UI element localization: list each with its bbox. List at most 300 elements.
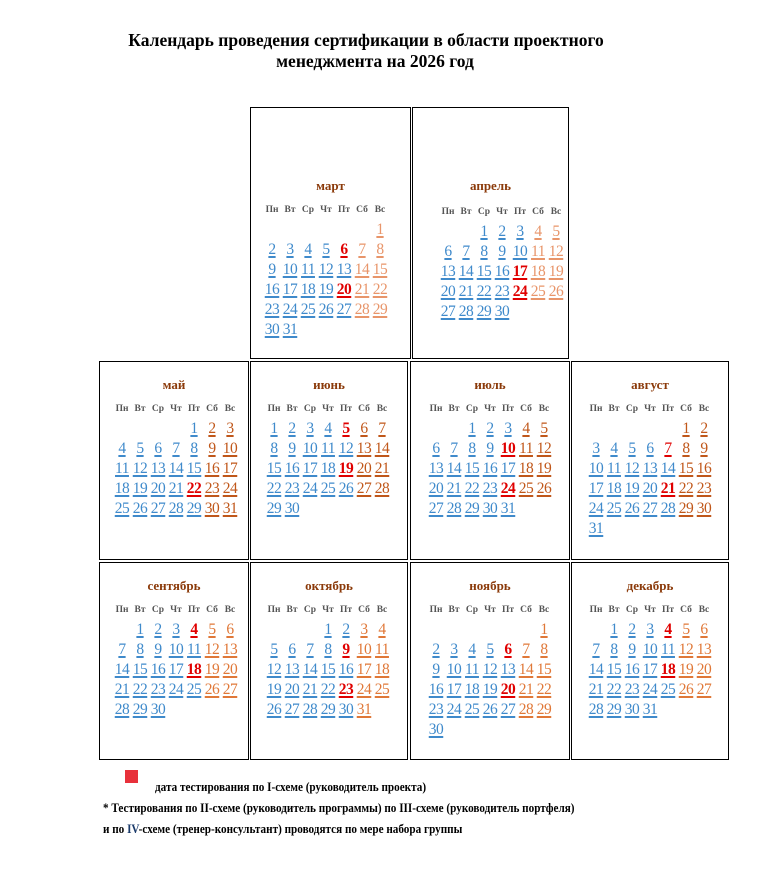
test-date-link[interactable]: 18 (186, 661, 202, 678)
day-link[interactable]: 1 (270, 420, 278, 437)
day-link[interactable]: 15 (320, 661, 336, 678)
day-link[interactable]: 11 (301, 261, 315, 278)
day-link[interactable]: 22 (266, 480, 282, 497)
day-link[interactable]: 14 (168, 460, 184, 477)
day-link[interactable]: 18 (518, 460, 534, 477)
day-link[interactable]: 5 (322, 241, 330, 258)
day-link[interactable]: 26 (266, 701, 282, 718)
day-link[interactable]: 20 (356, 460, 372, 477)
day-link[interactable]: 6 (432, 440, 440, 457)
day-link[interactable]: 28 (518, 701, 534, 718)
day-link[interactable]: 28 (588, 701, 604, 718)
day-link[interactable]: 10 (282, 261, 298, 278)
day-link[interactable]: 21 (354, 281, 370, 298)
day-link[interactable]: 30 (338, 701, 354, 718)
day-link[interactable]: 8 (540, 641, 548, 658)
test-date-link[interactable]: 19 (338, 460, 354, 477)
day-link[interactable]: 23 (494, 283, 510, 300)
day-link[interactable]: 30 (624, 701, 640, 718)
day-link[interactable]: 29 (606, 701, 622, 718)
day-link[interactable]: 6 (226, 621, 234, 638)
day-link[interactable]: 24 (642, 681, 658, 698)
day-link[interactable]: 29 (320, 701, 336, 718)
day-link[interactable]: 11 (321, 440, 335, 457)
day-link[interactable]: 23 (428, 701, 444, 718)
day-link[interactable]: 10 (356, 641, 372, 658)
day-link[interactable]: 25 (518, 480, 534, 497)
day-link[interactable]: 27 (356, 480, 372, 497)
day-link[interactable]: 31 (222, 500, 238, 517)
day-link[interactable]: 26 (536, 480, 552, 497)
day-link[interactable]: 1 (136, 621, 144, 638)
day-link[interactable]: 25 (660, 681, 676, 698)
day-link[interactable]: 25 (114, 500, 130, 517)
day-link[interactable]: 20 (150, 480, 166, 497)
day-link[interactable]: 31 (642, 701, 658, 718)
day-link[interactable]: 19 (318, 281, 334, 298)
day-link[interactable]: 13 (356, 440, 372, 457)
day-link[interactable]: 28 (446, 500, 462, 517)
day-link[interactable]: 13 (222, 641, 238, 658)
day-link[interactable]: 13 (500, 661, 516, 678)
day-link[interactable]: 29 (464, 500, 480, 517)
day-link[interactable]: 2 (498, 223, 506, 240)
day-link[interactable]: 27 (642, 500, 658, 517)
day-link[interactable]: 13 (284, 661, 300, 678)
day-link[interactable]: 12 (204, 641, 220, 658)
day-link[interactable]: 1 (324, 621, 332, 638)
day-link[interactable]: 23 (284, 480, 300, 497)
day-link[interactable]: 26 (548, 283, 564, 300)
day-link[interactable]: 2 (268, 241, 276, 258)
test-date-link[interactable]: 9 (342, 641, 350, 658)
day-link[interactable]: 23 (264, 301, 280, 318)
day-link[interactable]: 12 (318, 261, 334, 278)
day-link[interactable]: 3 (646, 621, 654, 638)
day-link[interactable]: 22 (536, 681, 552, 698)
test-date-link[interactable]: 5 (342, 420, 350, 437)
test-date-link[interactable]: 7 (664, 440, 672, 457)
day-link[interactable]: 5 (552, 223, 560, 240)
day-link[interactable]: 4 (324, 420, 332, 437)
day-link[interactable]: 14 (114, 661, 130, 678)
day-link[interactable]: 7 (522, 641, 530, 658)
day-link[interactable]: 3 (450, 641, 458, 658)
day-link[interactable]: 7 (592, 641, 600, 658)
day-link[interactable]: 27 (150, 500, 166, 517)
day-link[interactable]: 14 (458, 263, 474, 280)
day-link[interactable]: 16 (150, 661, 166, 678)
day-link[interactable]: 6 (700, 621, 708, 638)
day-link[interactable]: 11 (375, 641, 389, 658)
day-link[interactable]: 28 (354, 301, 370, 318)
day-link[interactable]: 1 (468, 420, 476, 437)
day-link[interactable]: 3 (226, 420, 234, 437)
test-date-link[interactable]: 6 (504, 641, 512, 658)
day-link[interactable]: 26 (338, 480, 354, 497)
day-link[interactable]: 28 (458, 303, 474, 320)
day-link[interactable]: 1 (682, 420, 690, 437)
day-link[interactable]: 20 (440, 283, 456, 300)
test-date-link[interactable]: 20 (500, 681, 516, 698)
day-link[interactable]: 12 (132, 460, 148, 477)
day-link[interactable]: 5 (540, 420, 548, 437)
day-link[interactable]: 16 (428, 681, 444, 698)
day-link[interactable]: 18 (320, 460, 336, 477)
day-link[interactable]: 29 (372, 301, 388, 318)
day-link[interactable]: 30 (696, 500, 712, 517)
day-link[interactable]: 15 (266, 460, 282, 477)
day-link[interactable]: 25 (186, 681, 202, 698)
day-link[interactable]: 23 (696, 480, 712, 497)
day-link[interactable]: 28 (302, 701, 318, 718)
test-date-link[interactable]: 21 (660, 480, 676, 497)
day-link[interactable]: 11 (607, 460, 621, 477)
day-link[interactable]: 22 (320, 681, 336, 698)
day-link[interactable]: 15 (678, 460, 694, 477)
day-link[interactable]: 9 (432, 661, 440, 678)
day-link[interactable]: 19 (624, 480, 640, 497)
test-date-link[interactable]: 4 (190, 621, 198, 638)
day-link[interactable]: 27 (284, 701, 300, 718)
day-link[interactable]: 18 (114, 480, 130, 497)
day-link[interactable]: 3 (172, 621, 180, 638)
day-link[interactable]: 24 (282, 301, 298, 318)
day-link[interactable]: 20 (222, 661, 238, 678)
day-link[interactable]: 9 (498, 243, 506, 260)
day-link[interactable]: 7 (118, 641, 126, 658)
day-link[interactable]: 15 (464, 460, 480, 477)
day-link[interactable]: 9 (628, 641, 636, 658)
day-link[interactable]: 8 (324, 641, 332, 658)
day-link[interactable]: 26 (678, 681, 694, 698)
day-link[interactable]: 5 (628, 440, 636, 457)
day-link[interactable]: 7 (172, 440, 180, 457)
day-link[interactable]: 28 (114, 701, 130, 718)
day-link[interactable]: 2 (700, 420, 708, 437)
day-link[interactable]: 10 (168, 641, 184, 658)
day-link[interactable]: 19 (536, 460, 552, 477)
day-link[interactable]: 19 (678, 661, 694, 678)
day-link[interactable]: 24 (222, 480, 238, 497)
day-link[interactable]: 30 (150, 701, 166, 718)
day-link[interactable]: 1 (376, 221, 384, 238)
day-link[interactable]: 15 (536, 661, 552, 678)
day-link[interactable]: 14 (518, 661, 534, 678)
day-link[interactable]: 3 (306, 420, 314, 437)
day-link[interactable]: 17 (446, 681, 462, 698)
day-link[interactable]: 16 (494, 263, 510, 280)
day-link[interactable]: 27 (336, 301, 352, 318)
day-link[interactable]: 6 (154, 440, 162, 457)
day-link[interactable]: 7 (462, 243, 470, 260)
day-link[interactable]: 11 (531, 243, 545, 260)
day-link[interactable]: 5 (270, 641, 278, 658)
day-link[interactable]: 15 (132, 661, 148, 678)
day-link[interactable]: 5 (486, 641, 494, 658)
day-link[interactable]: 20 (428, 480, 444, 497)
day-link[interactable]: 14 (588, 661, 604, 678)
day-link[interactable]: 9 (288, 440, 296, 457)
day-link[interactable]: 9 (700, 440, 708, 457)
day-link[interactable]: 25 (606, 500, 622, 517)
day-link[interactable]: 28 (374, 480, 390, 497)
day-link[interactable]: 24 (356, 681, 372, 698)
day-link[interactable]: 24 (168, 681, 184, 698)
day-link[interactable]: 24 (588, 500, 604, 517)
day-link[interactable]: 30 (482, 500, 498, 517)
day-link[interactable]: 14 (446, 460, 462, 477)
day-link[interactable]: 29 (476, 303, 492, 320)
day-link[interactable]: 11 (115, 460, 129, 477)
day-link[interactable]: 24 (446, 701, 462, 718)
day-link[interactable]: 4 (610, 440, 618, 457)
day-link[interactable]: 26 (318, 301, 334, 318)
day-link[interactable]: 17 (500, 460, 516, 477)
day-link[interactable]: 30 (428, 721, 444, 738)
day-link[interactable]: 10 (512, 243, 528, 260)
day-link[interactable]: 27 (696, 681, 712, 698)
day-link[interactable]: 28 (168, 500, 184, 517)
day-link[interactable]: 22 (464, 480, 480, 497)
day-link[interactable]: 18 (464, 681, 480, 698)
test-date-link[interactable]: 4 (664, 621, 672, 638)
day-link[interactable]: 11 (661, 641, 675, 658)
day-link[interactable]: 8 (480, 243, 488, 260)
day-link[interactable]: 2 (628, 621, 636, 638)
day-link[interactable]: 9 (208, 440, 216, 457)
day-link[interactable]: 29 (132, 701, 148, 718)
day-link[interactable]: 13 (150, 460, 166, 477)
day-link[interactable]: 19 (482, 681, 498, 698)
day-link[interactable]: 7 (358, 241, 366, 258)
test-date-link[interactable]: 18 (660, 661, 676, 678)
day-link[interactable]: 4 (378, 621, 386, 638)
day-link[interactable]: 3 (592, 440, 600, 457)
day-link[interactable]: 21 (446, 480, 462, 497)
day-link[interactable]: 17 (356, 661, 372, 678)
day-link[interactable]: 26 (132, 500, 148, 517)
day-link[interactable]: 19 (204, 661, 220, 678)
day-link[interactable]: 15 (476, 263, 492, 280)
day-link[interactable]: 25 (374, 681, 390, 698)
day-link[interactable]: 16 (696, 460, 712, 477)
day-link[interactable]: 11 (187, 641, 201, 658)
day-link[interactable]: 17 (222, 460, 238, 477)
day-link[interactable]: 17 (588, 480, 604, 497)
day-link[interactable]: 15 (606, 661, 622, 678)
day-link[interactable]: 26 (624, 500, 640, 517)
day-link[interactable]: 26 (482, 701, 498, 718)
day-link[interactable]: 31 (282, 321, 298, 338)
day-link[interactable]: 14 (302, 661, 318, 678)
day-link[interactable]: 5 (208, 621, 216, 638)
day-link[interactable]: 2 (342, 621, 350, 638)
day-link[interactable]: 5 (682, 621, 690, 638)
test-date-link[interactable]: 24 (500, 480, 516, 497)
day-link[interactable]: 27 (428, 500, 444, 517)
day-link[interactable]: 4 (534, 223, 542, 240)
day-link[interactable]: 30 (264, 321, 280, 338)
day-link[interactable]: 14 (374, 440, 390, 457)
day-link[interactable]: 9 (154, 641, 162, 658)
test-date-link[interactable]: 24 (512, 283, 528, 300)
day-link[interactable]: 16 (284, 460, 300, 477)
day-link[interactable]: 9 (268, 261, 276, 278)
day-link[interactable]: 2 (288, 420, 296, 437)
day-link[interactable]: 17 (168, 661, 184, 678)
day-link[interactable]: 18 (606, 480, 622, 497)
day-link[interactable]: 3 (516, 223, 524, 240)
day-link[interactable]: 24 (302, 480, 318, 497)
day-link[interactable]: 27 (440, 303, 456, 320)
test-date-link[interactable]: 17 (512, 263, 528, 280)
day-link[interactable]: 1 (540, 621, 548, 638)
day-link[interactable]: 18 (374, 661, 390, 678)
day-link[interactable]: 13 (696, 641, 712, 658)
day-link[interactable]: 3 (360, 621, 368, 638)
day-link[interactable]: 29 (266, 500, 282, 517)
day-link[interactable]: 13 (428, 460, 444, 477)
day-link[interactable]: 16 (338, 661, 354, 678)
day-link[interactable]: 15 (372, 261, 388, 278)
day-link[interactable]: 18 (530, 263, 546, 280)
day-link[interactable]: 31 (588, 520, 604, 537)
day-link[interactable]: 4 (304, 241, 312, 258)
test-date-link[interactable]: 23 (338, 681, 354, 698)
test-date-link[interactable]: 20 (336, 281, 352, 298)
day-link[interactable]: 12 (536, 440, 552, 457)
day-link[interactable]: 4 (468, 641, 476, 658)
day-link[interactable]: 1 (610, 621, 618, 638)
day-link[interactable]: 8 (270, 440, 278, 457)
day-link[interactable]: 1 (190, 420, 198, 437)
day-link[interactable]: 2 (432, 641, 440, 658)
day-link[interactable]: 12 (482, 661, 498, 678)
day-link[interactable]: 11 (465, 661, 479, 678)
day-link[interactable]: 16 (482, 460, 498, 477)
day-link[interactable]: 8 (376, 241, 384, 258)
day-link[interactable]: 10 (588, 460, 604, 477)
day-link[interactable]: 10 (446, 661, 462, 678)
day-link[interactable]: 25 (530, 283, 546, 300)
day-link[interactable]: 20 (696, 661, 712, 678)
day-link[interactable]: 7 (450, 440, 458, 457)
day-link[interactable]: 22 (372, 281, 388, 298)
day-link[interactable]: 7 (306, 641, 314, 658)
day-link[interactable]: 14 (354, 261, 370, 278)
day-link[interactable]: 13 (642, 460, 658, 477)
day-link[interactable]: 5 (136, 440, 144, 457)
day-link[interactable]: 20 (284, 681, 300, 698)
day-link[interactable]: 17 (642, 661, 658, 678)
day-link[interactable]: 30 (204, 500, 220, 517)
day-link[interactable]: 22 (606, 681, 622, 698)
day-link[interactable]: 6 (444, 243, 452, 260)
day-link[interactable]: 2 (208, 420, 216, 437)
day-link[interactable]: 2 (486, 420, 494, 437)
day-link[interactable]: 21 (302, 681, 318, 698)
day-link[interactable]: 19 (266, 681, 282, 698)
day-link[interactable]: 23 (482, 480, 498, 497)
day-link[interactable]: 8 (468, 440, 476, 457)
test-date-link[interactable]: 22 (186, 480, 202, 497)
day-link[interactable]: 10 (222, 440, 238, 457)
day-link[interactable]: 6 (288, 641, 296, 658)
day-link[interactable]: 29 (536, 701, 552, 718)
day-link[interactable]: 3 (286, 241, 294, 258)
day-link[interactable]: 8 (190, 440, 198, 457)
day-link[interactable]: 20 (642, 480, 658, 497)
day-link[interactable]: 4 (118, 440, 126, 457)
test-date-link[interactable]: 10 (500, 440, 516, 457)
day-link[interactable]: 16 (204, 460, 220, 477)
day-link[interactable]: 1 (480, 223, 488, 240)
day-link[interactable]: 8 (136, 641, 144, 658)
day-link[interactable]: 19 (548, 263, 564, 280)
day-link[interactable]: 25 (300, 301, 316, 318)
day-link[interactable]: 29 (678, 500, 694, 517)
day-link[interactable]: 22 (476, 283, 492, 300)
day-link[interactable]: 10 (642, 641, 658, 658)
day-link[interactable]: 21 (114, 681, 130, 698)
day-link[interactable]: 21 (458, 283, 474, 300)
day-link[interactable]: 11 (519, 440, 533, 457)
test-date-link[interactable]: 6 (340, 241, 348, 258)
day-link[interactable]: 30 (284, 500, 300, 517)
day-link[interactable]: 23 (150, 681, 166, 698)
day-link[interactable]: 21 (518, 681, 534, 698)
day-link[interactable]: 10 (302, 440, 318, 457)
day-link[interactable]: 3 (504, 420, 512, 437)
day-link[interactable]: 29 (186, 500, 202, 517)
day-link[interactable]: 13 (336, 261, 352, 278)
day-link[interactable]: 25 (320, 480, 336, 497)
day-link[interactable]: 27 (222, 681, 238, 698)
day-link[interactable]: 23 (204, 480, 220, 497)
day-link[interactable]: 22 (678, 480, 694, 497)
day-link[interactable]: 30 (494, 303, 510, 320)
day-link[interactable]: 12 (548, 243, 564, 260)
day-link[interactable]: 22 (132, 681, 148, 698)
day-link[interactable]: 2 (154, 621, 162, 638)
day-link[interactable]: 18 (300, 281, 316, 298)
day-link[interactable]: 25 (464, 701, 480, 718)
day-link[interactable]: 12 (624, 460, 640, 477)
day-link[interactable]: 12 (338, 440, 354, 457)
day-link[interactable]: 7 (378, 420, 386, 437)
day-link[interactable]: 26 (204, 681, 220, 698)
day-link[interactable]: 6 (646, 440, 654, 457)
day-link[interactable]: 6 (360, 420, 368, 437)
day-link[interactable]: 21 (168, 480, 184, 497)
day-link[interactable]: 12 (678, 641, 694, 658)
day-link[interactable]: 27 (500, 701, 516, 718)
day-link[interactable]: 28 (660, 500, 676, 517)
day-link[interactable]: 16 (624, 661, 640, 678)
day-link[interactable]: 9 (486, 440, 494, 457)
day-link[interactable]: 15 (186, 460, 202, 477)
day-link[interactable]: 21 (588, 681, 604, 698)
day-link[interactable]: 12 (266, 661, 282, 678)
day-link[interactable]: 17 (282, 281, 298, 298)
day-link[interactable]: 21 (374, 460, 390, 477)
day-link[interactable]: 16 (264, 281, 280, 298)
day-link[interactable]: 4 (522, 420, 530, 437)
day-link[interactable]: 17 (302, 460, 318, 477)
day-link[interactable]: 8 (682, 440, 690, 457)
day-link[interactable]: 13 (440, 263, 456, 280)
